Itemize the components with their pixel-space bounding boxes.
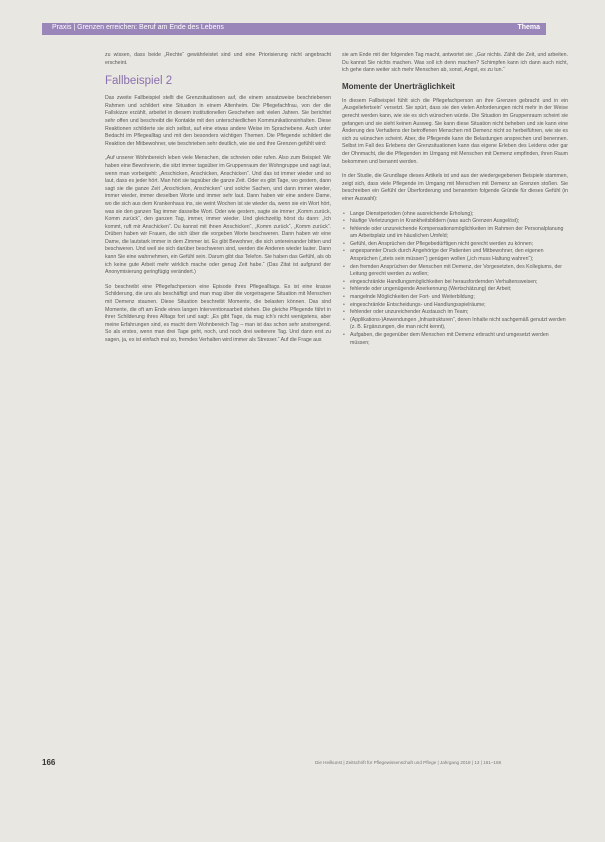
right-paragraph-2: In der Studie, die Grundlage dieses Artikels ist und aus der wiedergegebenen Beispiele stammen, zeigt sich, dass viele Pflegende im Umgang mit Menschen mit Demenz an Grenzen stoßen. Sie beschreiben ein Gefühl der Überforderung und benannten folgende Gründe für dieses Gefühl (in einer Auswahl): <box>342 173 568 202</box>
list-item: • fehlende oder ungenügende Anerkennung (Wertschätzung) der Arbeit; <box>350 286 568 294</box>
case-study-2-heading: Fallbeispiel 2 <box>105 75 173 88</box>
moments-heading: Momente der Unerträglichkeit <box>342 81 455 91</box>
list-item: • Lange Dienstperioden (ohne ausreichende Erholung); <box>350 211 568 219</box>
right-column <box>342 52 568 347</box>
list-item: • fehlende oder unzureichende Kompensationsmöglichkeiten im Rahmen der Personalplanung am Arbeitsplatz und im häuslichen Umfeld; <box>350 226 568 241</box>
list-item: • Gefühl, den Ansprüchen der Pflegebedürftigen nicht gerecht werden zu können; <box>350 241 568 249</box>
right-paragraph-1: In diesem Fallbeispiel fühlt sich die Pflegefachperson an ihre Grenzen gebracht und in ein „Ausgeliefertsein“ versetzt. Sie spürt, dass sie den vielen Anforderungen nicht mehr in der Weise gerecht werden kann, wie sie es sich wünschen würde. Die Situation im Gruppenraum scheint sie gefangen und sie sieht keinen Ausweg. Sie kann diese Situation nicht beheben und sie kann eine Änderung des Verhaltens der betroffenen Menschen mit Demenz nicht so herbeiführen, wie sie es sich zu wünschen scheint. Aber, die Pflegende kann die Belastungen ansprechen und benennen. Selbst im Fall des Erlebens der Grenzsituationen kann das eigene Erleben des Leidens oder gar der Ohnmacht, die die Pflegenden im Umgang mit Menschen mit Demenz empfinden, ihren Raum bekommen und benannt werden. <box>342 97 568 165</box>
quote-paragraph: „Auf unserer Wohnbereich leben viele Menschen, die schreien oder rufen. Also zum Beispiel: Wir haben eine Bewohnerin, die sitzt immer tagsüber im Gruppenraum der Wohngruppe und sagt laut, wenn man vorbeigeht: „Anschicken, Anschicken, Anschicken“. Und das ist immer wieder und so laut, dass es jeder hört. Man hört sie tagsüber die ganze Zeit. Oder es gibt Tage, wo gestern, dann sagt sie die ganze Zeit „Anschicken, Anschicken“ und solche Sachen, und dann immer wieder, immer wieder, immer dieselben Worte und immer sehr laut. Dann haben wir eine andere Dame, wo die sich aus dem Krankenhaus ins, sie weint Wochen ist sie wieder da, wenn sie ein Wort hört, was sie den ganzen Tag immer dasselbe Wort. Oder wie gestern, sagte sie immer „Komm zurück, Komm zurück“, den ganzen Tag, immer, immer wieder. Und gleichzeitig hörst du dann: „Ich kommt, ruft mir Anschicken“. Du kannst mit ihnen Anschicken“, „Komm zurück“, „Komm zurück“. Drüben haben wir Frauen, die sich über die vorgeben Worte beschweren. Dann haben wir eine Dame, die lautstark immer in dem Zimmer ist. Es gibt Bewohner, die sich untereinander bitten und beschweren. Und weil sie sich darüber beschweren sind, werden die Anderen wieder lauter. Dann kann Sie eine wahrnehmen, ein Gefühl sein. Darum gibt das Telefon. Sie haben das Gefühl, als ob ich keine gute Arbeit mehr wirklich mache oder genug Zeit habe.“ (Das Zitat ist aufgrund der Anonymisierung geringfügig verändert.) <box>105 155 331 276</box>
left-paragraph-2: So beschreibt eine Pflegefachperson eine Episode ihres Pflegealltags. Es ist eine krasse Schilderung, die uns als beschäftigt und man mag über die vorgetragene Situation mit Menschen mit Demenz staunen. Diese Situation beschreibt Momente, die belasten können. Das sind Momente, die oft am Ende eines langen Interventionsarbeit stehen. Die gleiche Pflegende fährt in ihrer Schilderung ihres Alltags fort und sagt: „Es gibt Tage, da mag ich’s nicht wenigstens, aber meine Erfahrungen sind, es macht dem Wohnbereich Tag – man ist das schon sehr anstrengend. So als erstes, wenn man drei Tage geht, noch, und noch drei weiterere Tag. Und dann erst zu sagen, ja, es ist einfach mal so, fremdes Verhalten wird immer als Stresser.“ Auf die Frage aus <box>105 283 331 343</box>
list-item: • Aufgaben, die gegenüber dem Menschen mit Demenz erbracht und umgesetzt werden müssen; <box>350 332 568 347</box>
list-item: • häufige Verletzungen in Krankheitsbildern (was auch Grenzen Ausgelöst); <box>350 218 568 226</box>
reasons-list <box>342 211 568 348</box>
header-section-label: Praxis | Grenzen erreichen: Beruf am Ende des Lebens <box>52 24 224 31</box>
page-number: 166 <box>42 758 56 767</box>
list-item: • eingeschränkte Handlungsmöglichkeiten bei herausfordernden Verhaltensweisen; <box>350 279 568 287</box>
list-item: • (Applikations-)Anwendungen „Infrastrukturen“, deren Inhalte nicht sachgemäß genutzt werden (z. B. Ergänzungen, die man nicht kennt), <box>350 317 568 332</box>
footer-citation: Die Heilkunst | Zeitschrift für Pflegewissenschaft und Pflege | Jahrgang 2018 | 13 | 161–168 <box>315 760 502 765</box>
left-intro-paragraph: zu wissen, dass beide „Rechte“ gewährleistet sind und eine Priorisierung nicht angebracht erscheint. <box>105 52 331 66</box>
list-item: • angespannter Druck durch Angehörige der Patienten und Mitbewohner, den eigenen Ansprüchen („stets sein müssen“) genügen wollen („ich muss Haltung wahren“); <box>350 248 568 263</box>
left-paragraph-1: Das zweite Fallbeispiel stellt die Grenzsituationen auf, die einem ansatzweise beschriebenen Rahmen und schildert eine Situation in einem Altenheim. Die Pflegefachfrau, von der die Fallskizze erzählt, arbeitet in diesem institutionellen Geschehen seit vielen Jahren. Sie berichtet sehr offen und beschreibt die Kontakte mit den unterschiedlichen Kommunikationsinhalten. Diese Reaktionen schilderte sie sich selbst, auf eine etwas andere Weise im Sprachebene. Auch unter Bedacht im Pflegealltag und mit den besonders wichtigen Themen. Die Pflegende schildert die Reaktion der Mitbewohner, wie beschrieben sehr deutlich, wie sie und ihre Grenzen gefühlt wird: <box>105 95 331 147</box>
right-intro-paragraph: sie am Ende mit der folgenden Tag macht, antwortet sie: „Gar nichts. Zählt die Zeit, und arbeiten. Du kannst Sie nichts machen. Was soll ich denn machen? Schimpfen kann ich dann auch nicht, ich gehe dann weiter sich mehr Menschen ab, sonst, Angst, es zu tun.“ <box>342 52 568 74</box>
list-item: • eingeschränkte Entscheidungs- und Handlungsspielräume; <box>350 302 568 310</box>
header-topic-label: Thema <box>517 24 540 31</box>
left-column <box>105 52 331 352</box>
list-item: • mangelnde Möglichkeiten der Fort- und Weiterbildung; <box>350 294 568 302</box>
list-item: • fehlender oder unzureichender Austausch im Team; <box>350 309 568 317</box>
list-item: • den fremden Ansprüchen der Menschen mit Demenz, der Vorgesetzten, des Kollegiums, der Leitung gerecht werden zu wollen; <box>350 264 568 279</box>
header-bar <box>42 23 546 35</box>
